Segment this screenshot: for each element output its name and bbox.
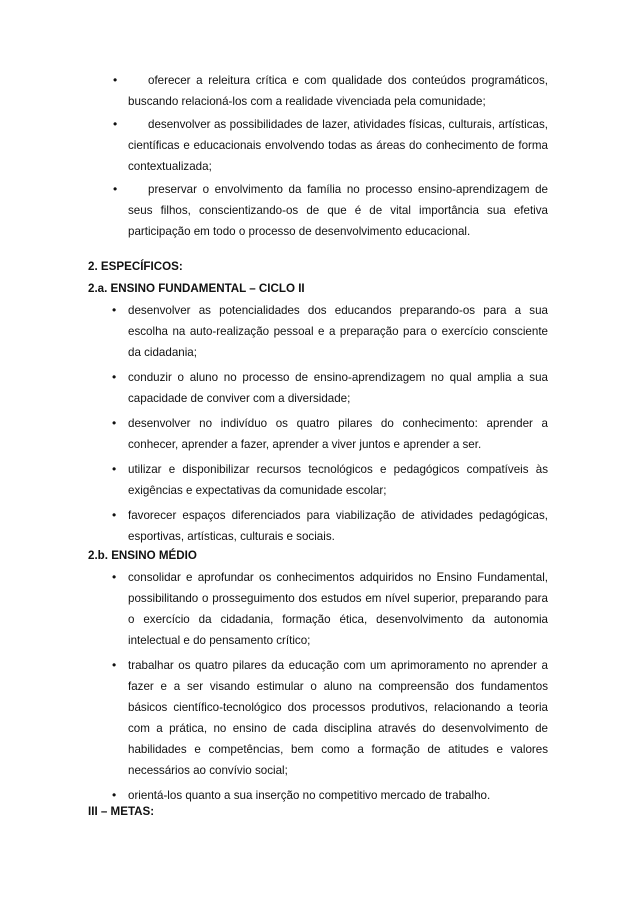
list-item-text: consolidar e aprofundar os conhecimentos adquiridos no Ensino Fundamental, possibilitando o prosseguimento dos estudos em nível superior, preparando para o exercício da cidadania, formação ética, desenvolvimento da autonomia intelectual e do pensamento crítico; xyxy=(128,571,548,647)
bullet: • xyxy=(113,182,118,196)
list-item xyxy=(88,114,548,177)
list-item-text: orientá-los quanto a sua inserção no competitivo mercado de trabalho. xyxy=(128,789,491,802)
list-item-text: oferecer a releitura crítica e com qualidade dos conteúdos programáticos, buscando relacioná-los com a realidade vivenciada pela comunidade; xyxy=(128,74,548,108)
bullet: • xyxy=(113,73,118,87)
list-item-text: conduzir o aluno no processo de ensino-aprendizagem no qual amplia a sua capacidade de conviver com a diversidade; xyxy=(128,371,548,405)
medio-list xyxy=(0,567,638,806)
bullet: • xyxy=(112,370,117,384)
list-item-text: desenvolver no indivíduo os quatro pilares do conhecimento: aprender a conhecer, aprender a fazer, aprender a viver juntos e aprender a ser. xyxy=(128,417,548,451)
intro-list xyxy=(0,70,638,242)
list-item xyxy=(88,655,548,781)
bullet: • xyxy=(112,416,117,430)
list-item xyxy=(88,70,548,112)
list-item xyxy=(88,300,548,363)
heading-text: 2.b. ENSINO MÉDIO xyxy=(88,549,197,562)
list-item xyxy=(88,459,548,501)
bullet: • xyxy=(112,462,117,476)
heading-text: III – METAS: xyxy=(88,805,155,818)
list-item-text: trabalhar os quatro pilares da educação com um aprimoramento no aprender a fazer e a ser visando estimular o aluno na compreensão dos fundamentos básicos científico-tecnológico dos processos produtivos, relacionando a teoria com a prática, no ensino de cada disciplina através do desenvolvimento de habilidades e competências, bem como a formação de atitudes e valores necessários ao convívio social; xyxy=(128,659,548,777)
list-item xyxy=(88,413,548,455)
bullet: • xyxy=(112,303,117,317)
section-heading-metas xyxy=(0,802,638,822)
bullet: • xyxy=(112,788,117,802)
heading-text: 2. ESPECÍFICOS: xyxy=(88,260,183,273)
list-item-text: preservar o envolvimento da família no processo ensino-aprendizagem de seus filhos, conscientizando-os de que é de vital importância sua efetiva participação em todo o processo de desenvolvimento educacional. xyxy=(128,183,548,238)
section-heading-especificos xyxy=(0,257,638,277)
list-item-text: favorecer espaços diferenciados para viabilização de atividades pedagógicas, esportivas, artísticas, culturais e sociais. xyxy=(128,509,548,543)
bullet: • xyxy=(112,508,117,522)
bullet: • xyxy=(112,570,117,584)
fundamental-list xyxy=(0,300,638,547)
list-item xyxy=(88,505,548,547)
list-item-text: desenvolver as potencialidades dos educandos preparando-os para a sua escolha na auto-realização pessoal e a preparação para o exercício consciente da cidadania; xyxy=(128,304,548,359)
list-item-text: utilizar e disponibilizar recursos tecnológicos e pedagógicos compatíveis às exigências e expectativas da comunidade escolar; xyxy=(128,463,548,497)
list-item xyxy=(88,367,548,409)
list-item xyxy=(88,179,548,242)
section-heading-fundamental xyxy=(0,279,638,299)
section-heading-medio xyxy=(0,546,638,566)
list-item-text: desenvolver as possibilidades de lazer, atividades físicas, culturais, artísticas, científicas e educacionais envolvendo todas as áreas do conhecimento de forma contextualizada; xyxy=(128,118,548,173)
heading-text: 2.a. ENSINO FUNDAMENTAL – CICLO II xyxy=(88,282,305,295)
bullet: • xyxy=(113,117,118,131)
list-item xyxy=(88,567,548,651)
bullet: • xyxy=(112,658,117,672)
